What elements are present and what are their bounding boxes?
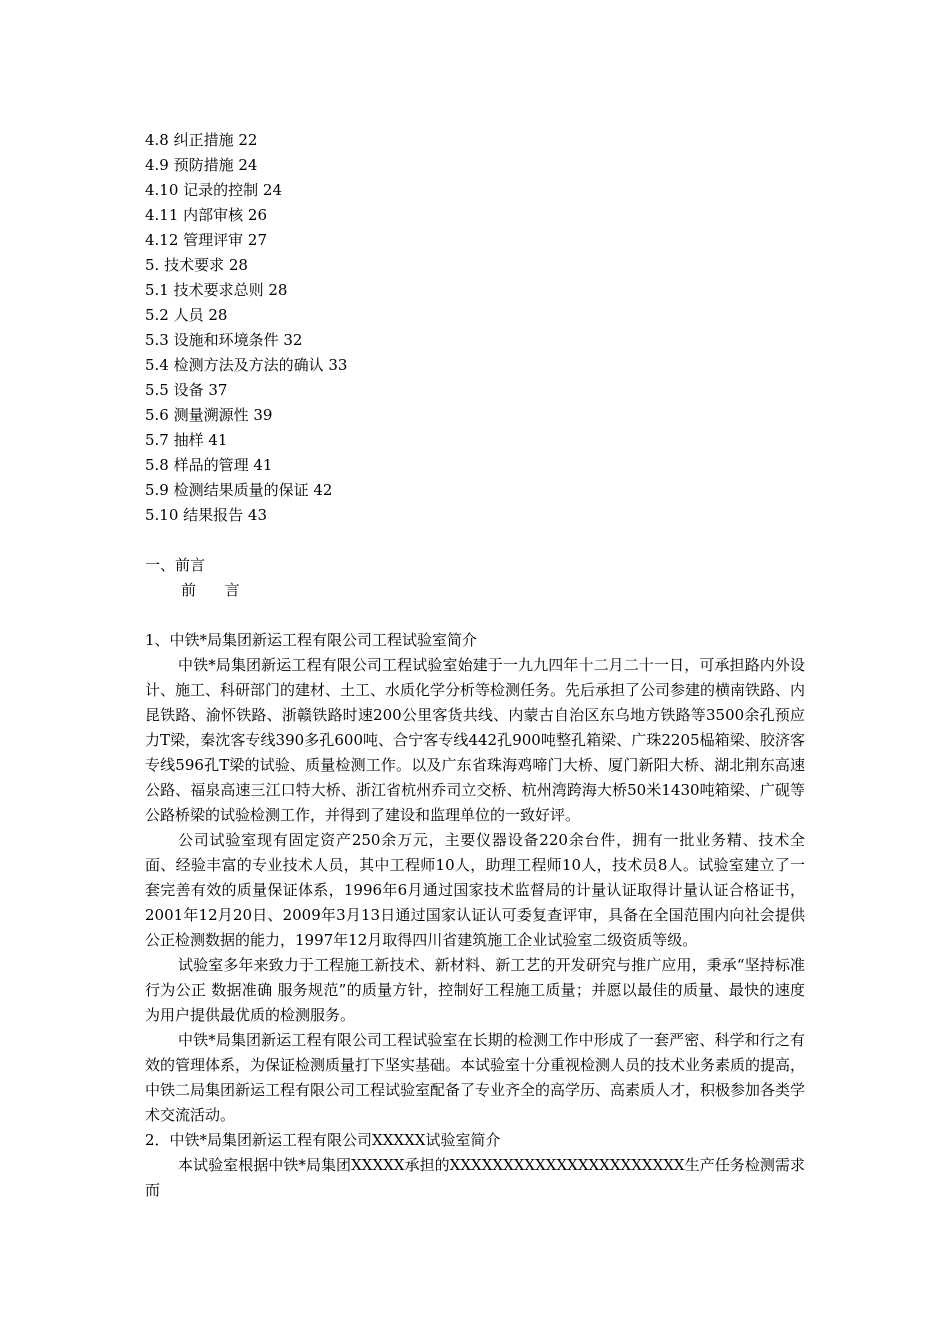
section-title: 前 言 <box>181 581 240 599</box>
paragraph: 公司试验室现有固定资产250余万元，主要仪器设备220余台件，拥有一批业务精、技术全面、经验丰富的专业技术人员，其中工程师10人，助理工程师10人，技术员8人。试验室建立了一套完善有效的质量保证体系，1996年6月通过国家技术监督局的计量认证取得计量认证合格证书，2001年12月20日、2009年3月13日通过国家认证认可委复查评审，具备在全国范围内向社会提供公正检测数据的能力，1997年12月取得四川省建筑施工企业试验室二级资质等级。 <box>145 831 805 949</box>
subsection-heading-1: 1、中铁*局集团新运工程有限公司工程试验室简介 <box>145 631 478 649</box>
toc-entry: 5.1 技术要求总则 28 <box>145 281 288 299</box>
toc-entry: 4.10 记录的控制 24 <box>145 181 283 199</box>
toc-entry: 5.9 检测结果质量的保证 42 <box>145 481 333 499</box>
toc-entry: 5.2 人员 28 <box>145 306 228 324</box>
toc-entry: 4.9 预防措施 24 <box>145 156 258 174</box>
subsection-heading-2: 2．中铁*局集团新运工程有限公司XXXXX试验室简介 <box>145 1131 501 1149</box>
toc-entry: 5.8 样品的管理 41 <box>145 456 273 474</box>
toc-entry: 5.5 设备 37 <box>145 381 228 399</box>
toc-entry: 5.10 结果报告 43 <box>145 506 268 524</box>
preface-section <box>145 553 805 603</box>
paragraph: 中铁*局集团新运工程有限公司工程试验室在长期的检测工作中形成了一套严密、科学和行之有效的管理体系，为保证检测质量打下坚实基础。本试验室十分重视检测人员的技术业务素质的提高，中铁二局集团新运工程有限公司工程试验室配备了专业齐全的高学历、高素质人才，积极参加各类学术交流活动。 <box>145 1031 806 1124</box>
toc-entry: 5.7 抽样 41 <box>145 431 228 449</box>
toc-entry: 5.6 测量溯源性 39 <box>145 406 273 424</box>
paragraph: 中铁*局集团新运工程有限公司工程试验室始建于一九九四年十二月二十一日，可承担路内外设计、施工、科研部门的建材、土工、水质化学分析等检测任务。先后承担了公司参建的横南铁路、内昆铁路、渝怀铁路、浙赣铁路时速200公里客货共线、内蒙古自治区东乌地方铁路等3500余孔预应力T梁，秦沈客专线390多孔600吨、合宁客专线442孔900吨整孔箱梁、广珠2205榀箱梁、胶济客专线596孔T梁的试验、质量检测工作。以及广东省珠海鸡啼门大桥、厦门新阳大桥、湖北荆东高速公路、福泉高速三江口特大桥、浙江省杭州乔司立交桥、杭州湾跨海大桥50米1430吨箱梁、广砚等公路桥梁的试验检测工作，并得到了建设和监理单位的一致好评。 <box>145 656 806 824</box>
toc-entry: 4.8 纠正措施 22 <box>145 131 258 149</box>
paragraph: 试验室多年来致力于工程施工新技术、新材料、新工艺的开发研究与推广应用，秉承“坚持标准 行为公正 数据准确 服务规范”的质量方针，控制好工程施工质量；并愿以最佳的质量、最快的速度为用户提供最优质的检测服务。 <box>145 956 805 1024</box>
section-heading: 一、前言 <box>145 556 206 574</box>
toc-entry: 5.3 设施和环境条件 32 <box>145 331 303 349</box>
toc-entry: 5.4 检测方法及方法的确认 33 <box>145 356 348 374</box>
body-content <box>145 628 805 1203</box>
table-of-contents <box>145 128 805 528</box>
toc-entry: 4.11 内部审核 26 <box>145 206 268 224</box>
toc-entry: 5. 技术要求 28 <box>145 256 248 274</box>
toc-entry: 4.12 管理评审 27 <box>145 231 268 249</box>
paragraph: 本试验室根据中铁*局集团XXXXX承担的XXXXXXXXXXXXXXXXXXXXXX生产任务检测需求而 <box>145 1156 805 1199</box>
